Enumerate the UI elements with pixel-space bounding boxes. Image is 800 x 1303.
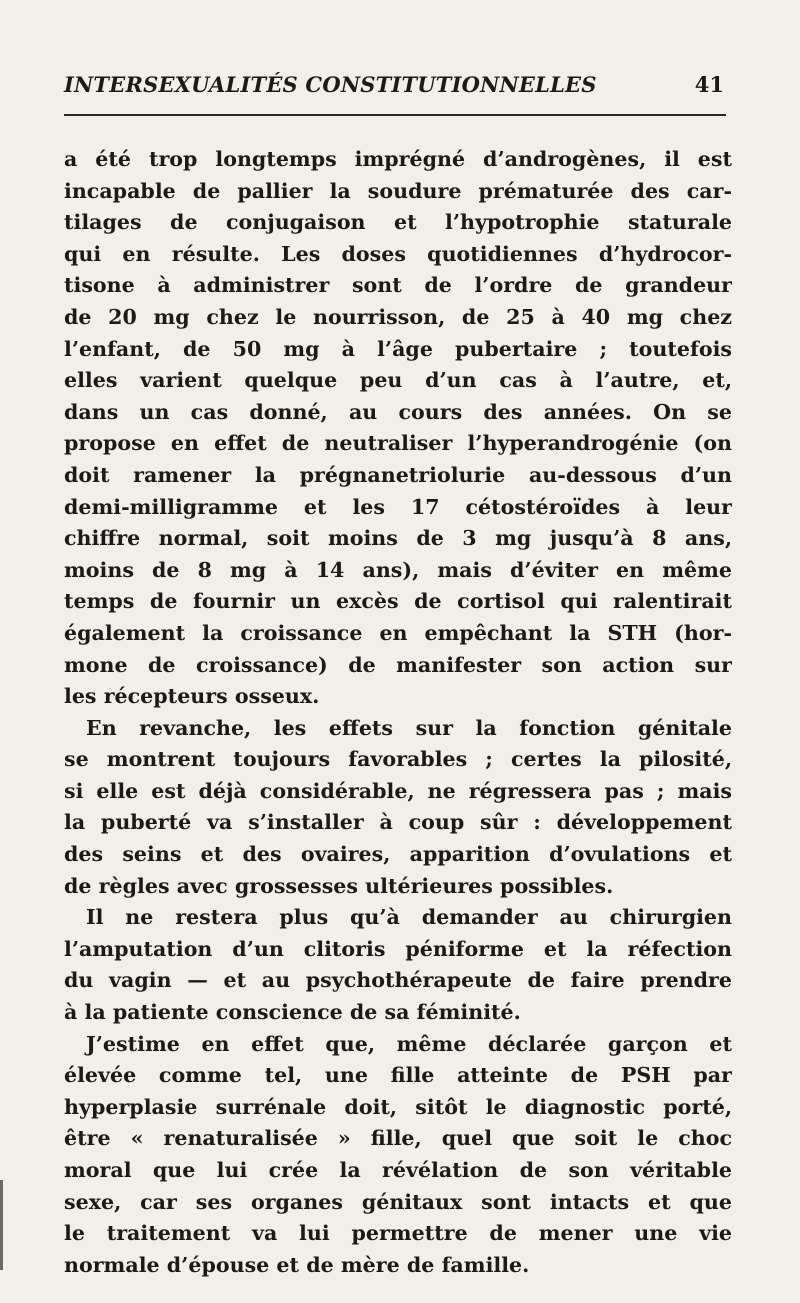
text-line: J’estime en effet que, même déclarée garçon et — [86, 1031, 732, 1056]
text-line: de 20 mg chez le nourrisson, de 25 à 40 mg chez — [64, 304, 732, 329]
text-line: si elle est déjà considérable, ne régressera pas ; mais — [64, 778, 732, 803]
text-line: Il ne restera plus qu’à demander au chirurgien — [86, 905, 732, 930]
text-line: normale d’épouse et de mère de famille. — [64, 1252, 530, 1277]
text-line: elles varient quelque peu d’un cas à l’autre, et, — [64, 368, 732, 393]
text-line: hyperplasie surrénale doit, sitôt le diagnostic porté, — [64, 1094, 732, 1119]
header-rule — [64, 114, 726, 116]
text-line: également la croissance en empêchant la STH (hor- — [64, 620, 732, 645]
text-line: moral que lui crée la révélation de son véritable — [64, 1158, 732, 1182]
text-line: à la patiente conscience de sa féminité. — [64, 1000, 521, 1025]
text-line: de règles avec grossesses ultérieures possibles. — [64, 873, 614, 898]
text-line: du vagin — et au psychothérapeute de faire prendre — [64, 968, 732, 993]
text-line: chiffre normal, soit moins de 3 mg jusqu’à 8 ans, — [64, 526, 732, 551]
text-line: l’enfant, de 50 mg à l’âge pubertaire ; toutefois — [64, 336, 732, 361]
text-line: dans un cas donné, au cours des années. On se — [64, 399, 732, 424]
text-line: l’amputation d’un clitoris péniforme et la réfection — [64, 936, 732, 961]
text-line: doit ramener la prégnanetriolurie au-dessous d’un — [64, 462, 732, 487]
running-title: INTERSEXUALITÉS CONSTITUTIONNELLES — [64, 72, 597, 97]
scan-edge-mark — [0, 1180, 3, 1270]
text-line: élevée comme tel, une fille atteinte de PSH par — [64, 1063, 732, 1088]
text-line: qui en résulte. Les doses quotidiennes d’hydrocor- — [64, 241, 732, 266]
page-number: 41 — [694, 72, 724, 97]
text-line: se montrent toujours favorables ; certes la pilosité, — [64, 747, 732, 772]
text-line: sexe, car ses organes génitaux sont intacts et que — [64, 1189, 732, 1214]
text-line: tilages de conjugaison et l’hypotrophie staturale — [64, 210, 732, 235]
text-line: les récepteurs osseux. — [64, 684, 320, 709]
text-line: En revanche, les effets sur la fonction génitale — [86, 715, 732, 740]
text-line: incapable de pallier la soudure prématurée des car- — [64, 178, 732, 203]
text-line: moins de 8 mg à 14 ans), mais d’éviter en même — [64, 557, 732, 582]
text-line: la puberté va s’installer à coup sûr : développement — [64, 810, 732, 835]
text-line: être « renaturalisée » fille, quel que soit le choc — [64, 1126, 732, 1151]
body-text — [64, 144, 732, 1281]
text-line: des seins et des ovaires, apparition d’ovulations et — [64, 842, 732, 867]
text-line: temps de fournir un excès de cortisol qui ralentirait — [64, 589, 732, 614]
text-line: propose en effet de neutraliser l’hyperandrogénie (on — [64, 431, 732, 456]
text-line: demi-milligramme et les 17 cétostéroïdes à leur — [64, 494, 732, 519]
text-line: le traitement va lui permettre de mener une vie — [64, 1221, 732, 1246]
page-header — [64, 72, 726, 104]
text-line: tisone à administrer sont de l’ordre de grandeur — [64, 273, 732, 298]
text-line: a été trop longtemps imprégné d’androgènes, il est — [64, 147, 732, 171]
text-line: mone de croissance) de manifester son action sur — [64, 652, 732, 677]
